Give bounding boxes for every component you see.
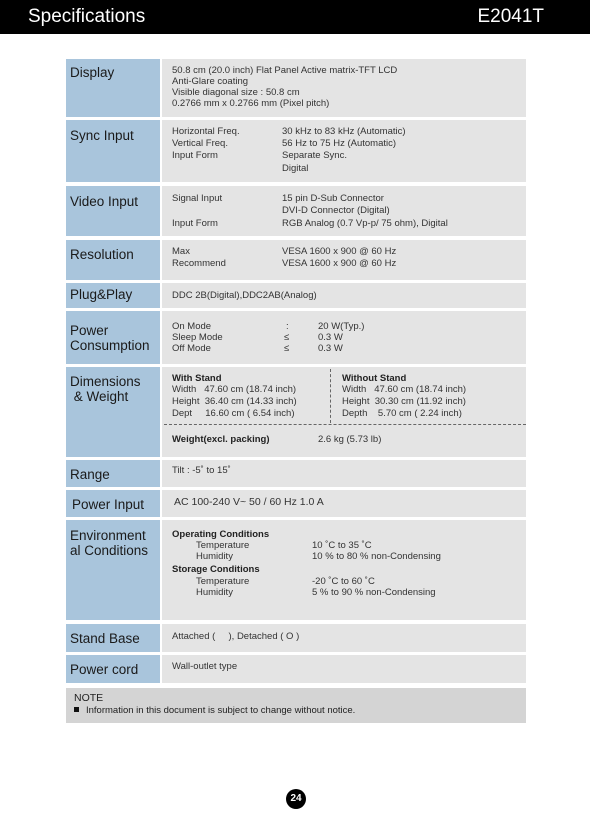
- dimension-divider: [330, 369, 331, 423]
- video-form-value: RGB Analog (0.7 Vp-p/ 75 ohm), Digital: [282, 218, 448, 229]
- storage-value: 5 % to 90 % non-Condensing: [312, 587, 436, 598]
- row-label-sync-input: Sync Input: [70, 128, 134, 143]
- video-signal-value: 15 pin D-Sub Connector: [282, 193, 384, 204]
- note-text: Information in this document is subject to change without notice.: [86, 705, 356, 716]
- row-label-power-cord: Power cord: [70, 662, 139, 677]
- model-name: E2041T: [477, 6, 544, 27]
- page-title: Specifications: [28, 6, 146, 27]
- without-stand-line: Height 30.30 cm (11.92 inch): [342, 396, 466, 407]
- stand-base-value: Attached ( ), Detached ( O ): [172, 631, 300, 642]
- spec-row-environment: [66, 520, 526, 620]
- display-line: Visible diagonal size : 50.8 cm: [172, 87, 300, 98]
- spec-row-power-consumption: [66, 311, 526, 364]
- display-line: Anti-Glare coating: [172, 76, 249, 87]
- row-label-power-input: Power Input: [72, 497, 145, 512]
- sync-value: 30 kHz to 83 kHz (Automatic): [282, 126, 406, 137]
- resolution-value: VESA 1600 x 900 @ 60 Hz: [282, 246, 397, 257]
- with-stand-line: Dept 16.60 cm ( 6.54 inch): [172, 408, 295, 419]
- display-line: 0.2766 mm x 0.2766 mm (Pixel pitch): [172, 98, 330, 109]
- storage-name: Temperature: [196, 576, 250, 587]
- operating-value: 10 ˚C to 35 ˚C: [312, 540, 372, 551]
- spec-row-range: [66, 460, 526, 487]
- spec-row-power-cord: [66, 655, 526, 683]
- plug-value: DDC 2B(Digital),DDC2AB(Analog): [172, 290, 317, 301]
- power-mode: Sleep Mode: [172, 332, 223, 343]
- row-label-range: Range: [70, 467, 110, 482]
- note-title: NOTE: [74, 692, 104, 704]
- page-header: [0, 0, 590, 34]
- power-value: 0.3 W: [318, 343, 343, 354]
- row-label-display: Display: [70, 65, 115, 80]
- storage-name: Humidity: [196, 587, 233, 598]
- with-stand-title: With Stand: [172, 373, 222, 384]
- weight-label: Weight(excl. packing): [172, 434, 270, 445]
- sync-name: Horizontal Freq.: [172, 126, 240, 137]
- sync-value: Separate Sync.: [282, 150, 347, 161]
- spec-row-plug-and-play: [66, 283, 526, 308]
- without-stand-line: Width 47.60 cm (18.74 inch): [342, 384, 467, 395]
- with-stand-line: Height 36.40 cm (14.33 inch): [172, 396, 297, 407]
- row-label-plug-and-play: Plug&Play: [70, 287, 133, 302]
- resolution-name: Max: [172, 246, 190, 257]
- power-symbol: :: [286, 321, 289, 332]
- bullet-icon: [74, 707, 79, 712]
- operating-name: Humidity: [196, 551, 233, 562]
- with-stand-line: Width 47.60 cm (18.74 inch): [172, 384, 297, 395]
- row-label-environment: Environment al Conditions: [70, 528, 149, 558]
- resolution-name: Recommend: [172, 258, 226, 269]
- weight-divider: [164, 424, 526, 425]
- sync-value: 56 Hz to 75 Hz (Automatic): [282, 138, 397, 149]
- spec-row-sync-input: [66, 120, 526, 182]
- operating-value: 10 % to 80 % non-Condensing: [312, 551, 441, 562]
- power-mode: On Mode: [172, 321, 212, 332]
- power-symbol: ≤: [284, 343, 290, 354]
- sync-name: Input Form: [172, 150, 218, 161]
- row-label-video-input: Video Input: [70, 194, 139, 209]
- video-form-name: Input Form: [172, 218, 218, 229]
- sync-name: Vertical Freq.: [172, 138, 228, 149]
- row-label-stand-base: Stand Base: [70, 631, 140, 646]
- power-mode: Off Mode: [172, 343, 211, 354]
- without-stand-title: Without Stand: [342, 373, 407, 384]
- note-box: [66, 688, 526, 723]
- spec-row-stand-base: [66, 624, 526, 652]
- spec-row-video-input: [66, 186, 526, 236]
- power-value: 20 W(Typ.): [318, 321, 365, 332]
- operating-name: Temperature: [196, 540, 250, 551]
- storage-value: -20 ˚C to 60 ˚C: [312, 576, 375, 587]
- power-input-value: AC 100-240 V~ 50 / 60 Hz 1.0 A: [174, 496, 324, 508]
- row-label-resolution: Resolution: [70, 247, 134, 262]
- resolution-value: VESA 1600 x 900 @ 60 Hz: [282, 258, 397, 269]
- operating-conditions-title: Operating Conditions: [172, 529, 270, 540]
- spec-row-power-input: [66, 490, 526, 517]
- spec-row-display: [66, 59, 526, 117]
- video-signal-name: Signal Input: [172, 193, 223, 204]
- spec-row-dimensions: [66, 367, 526, 457]
- without-stand-line: Depth 5.70 cm ( 2.24 inch): [342, 408, 462, 419]
- row-label-power-consumption: Power Consumption: [70, 323, 150, 353]
- row-label-dimensions: Dimensions & Weight: [70, 374, 141, 404]
- range-value: Tilt : -5˚ to 15˚: [172, 465, 231, 476]
- weight-value: 2.6 kg (5.73 lb): [318, 434, 382, 445]
- display-line: 50.8 cm (20.0 inch) Flat Panel Active matrix-TFT LCD: [172, 65, 398, 76]
- power-cord-value: Wall-outlet type: [172, 661, 238, 672]
- storage-conditions-title: Storage Conditions: [172, 564, 260, 575]
- power-value: 0.3 W: [318, 332, 343, 343]
- video-signal-value: DVI-D Connector (Digital): [282, 205, 390, 216]
- power-symbol: ≤: [284, 332, 290, 343]
- sync-value: Digital: [282, 163, 309, 174]
- spec-row-resolution: [66, 240, 526, 280]
- page-number: 24: [286, 789, 306, 809]
